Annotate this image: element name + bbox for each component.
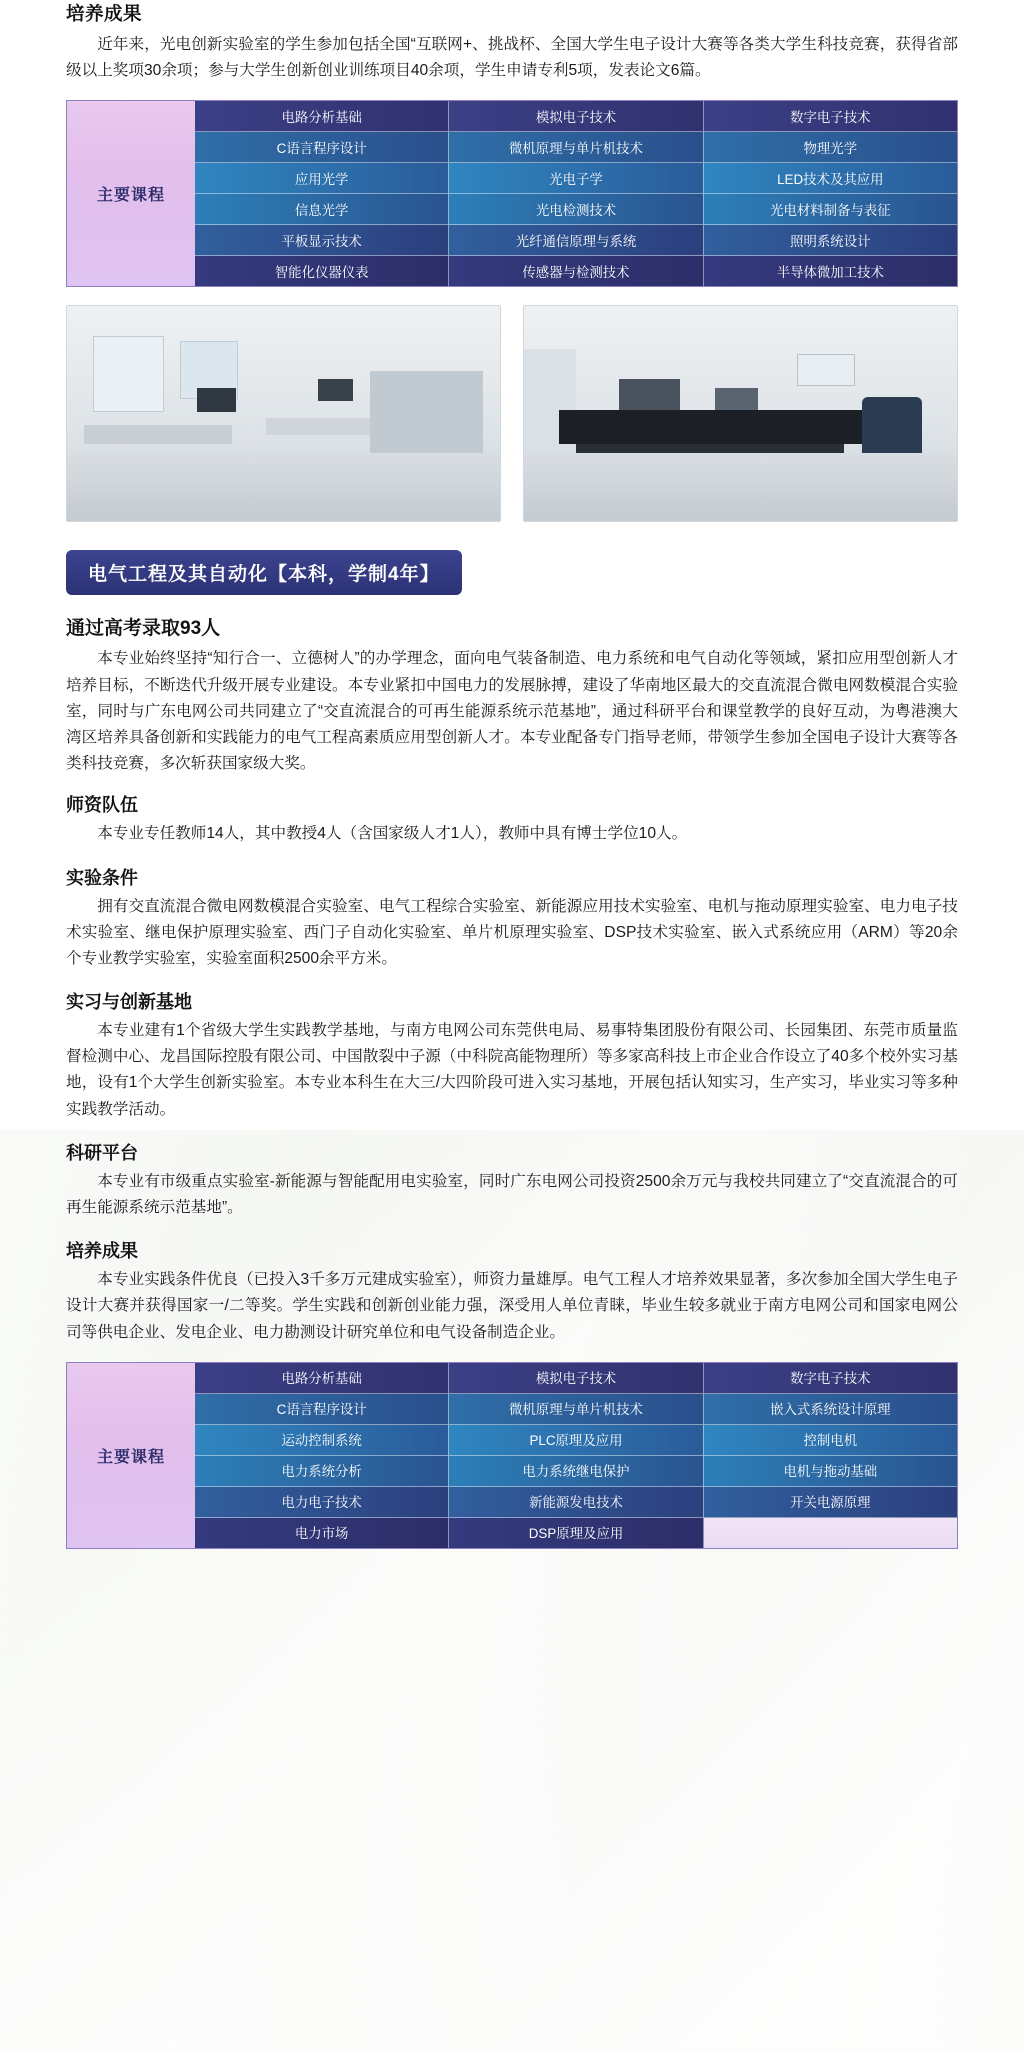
course-cell: 控制电机 [704,1425,957,1456]
course-cell: 照明系统设计 [704,225,957,256]
course-cell: 半导体微加工技术 [704,256,957,286]
course-cell: LED技术及其应用 [704,163,957,194]
table-row [195,132,957,163]
block-title: 师资队伍 [66,795,138,816]
block-title: 实验条件 [66,867,138,888]
course-cell: 信息光学 [195,194,449,225]
course-table-label: 主要课程 [67,101,195,286]
course-cell: 数字电子技术 [704,1363,957,1394]
course-table-grid [195,101,957,286]
table-row [195,1487,957,1518]
course-cell: C语言程序设计 [195,132,449,163]
section-title: 培养成果 [66,3,143,24]
major-block-research-platform [66,1139,958,1221]
course-cell: 模拟电子技术 [449,1363,703,1394]
course-cell: 光电材料制备与表征 [704,194,957,225]
course-cell: 电力系统分析 [195,1456,449,1487]
block-title: 培养成果 [66,1241,138,1262]
section-paragraph: 近年来，光电创新实验室的学生参加包括全国“互联网+、挑战杯、全国大学生电子设计大赛等各类大学生科技竞赛，获得省部级以上奖项30余项；参与大学生创新创业训练项目40余项，学生申请专利5项，发表论文6篇。 [66,36,958,80]
course-cell: 电力系统继电保护 [449,1456,703,1487]
course-table-optoelectronics [66,100,958,287]
course-cell: 电力电子技术 [195,1487,449,1518]
major-block-lab-conditions [66,864,958,973]
course-table-electrical [66,1362,958,1549]
course-cell: PLC原理及应用 [449,1425,703,1456]
block-text: 本专业有市级重点实验室-新能源与智能配用电实验室，同时广东电网公司投资2500余万元与我校共同建立了“交直流混合的可再生能源系统示范基地”。 [66,1172,958,1216]
block-title: 实习与创新基地 [66,992,192,1013]
table-row [195,1518,957,1548]
enrollment-heading: 通过高考录取93人 [66,618,221,640]
course-cell: 运动控制系统 [195,1425,449,1456]
lab-photo-1 [66,305,501,522]
block-text: 本专业建有1个省级大学生实践教学基地，与南方电网公司东莞供电局、易事特集团股份有限公司、长园集团、东莞市质量监督检测中心、龙昌国际控股有限公司、中国散裂中子源（中科院高能物理所）等多家高科技上市企业合作设立了40多个校外实习基地，设有1个大学生创新实验室。本专业本科生在大三/大四阶段可进入实习基地，开展包括认知实习，生产实习，毕业实习等多种实践教学活动。 [66,1022,958,1118]
table-row [195,1456,957,1487]
table-row [195,101,957,132]
course-cell: 嵌入式系统设计原理 [704,1394,957,1425]
block-text: 本专业实践条件优良（已投入3千多万元建成实验室），师资力量雄厚。电气工程人才培养效果显著，多次参加全国大学生电子设计大赛并获得国家一/二等奖。学生实践和创新创业能力强，深受用人单位青睐，毕业生较多就业于南方电网公司和国家电网公司等供电企业、发电企业、电力勘测设计研究单位和电气设备制造企业。 [66,1271,958,1341]
table-row [195,163,957,194]
major-block-faculty [66,791,958,847]
course-cell: 电力市场 [195,1518,449,1548]
course-cell: 光电检测技术 [449,194,703,225]
block-text: 本专业专任教师14人，其中教授4人（含国家级人才1人），教师中具有博士学位10人。 [97,825,688,843]
table-row [195,225,957,256]
table-row [195,1425,957,1456]
block-text: 拥有交直流混合微电网数模混合实验室、电气工程综合实验室、新能源应用技术实验室、电机与拖动原理实验室、电力电子技术实验室、继电保护原理实验室、西门子自动化实验室、单片机原理实验室、DSP技术实验室、嵌入式系统应用（ARM）等20余个专业教学实验室，实验室面积2500余平方米。 [66,897,958,967]
course-cell: 光纤通信原理与系统 [449,225,703,256]
course-cell: C语言程序设计 [195,1394,449,1425]
course-cell: 平板显示技术 [195,225,449,256]
course-cell: 光电子学 [449,163,703,194]
course-cell: 模拟电子技术 [449,101,703,132]
course-cell: 新能源发电技术 [449,1487,703,1518]
lab-photo-2 [523,305,958,522]
course-cell: 传感器与检测技术 [449,256,703,286]
course-cell: 微机原理与单片机技术 [449,1394,703,1425]
major-intro-paragraph: 本专业始终坚持“知行合一、立德树人”的办学理念，面向电气装备制造、电力系统和电气自动化等领域，紧扣应用型创新人才培养目标，不断迭代升级开展专业建设。本专业紧扣中国电力的发展脉搏，建设了华南地区最大的交直流混合微电网数模混合实验室，同时与广东电网公司共同建立了“交直流混合的可再生能源系统示范基地”，通过科研平台和课堂教学的良好互动，为粤港澳大湾区培养具备创新和实践能力的电气工程高素质应用型创新人才。本专业配备专门指导老师，带领学生参加全国电子设计大赛等各类科技竞赛，多次斩获国家级大奖。 [66,650,958,773]
course-cell: 智能化仪器仪表 [195,256,449,286]
course-cell: 电路分析基础 [195,101,449,132]
course-cell: 物理光学 [704,132,957,163]
table-row [195,1394,957,1425]
course-cell: 开关电源原理 [704,1487,957,1518]
section-cultivation-results [66,0,958,84]
block-title: 科研平台 [66,1142,138,1163]
course-cell: DSP原理及应用 [449,1518,703,1548]
course-table-label: 主要课程 [67,1363,195,1548]
major-block-internship-base [66,988,958,1123]
table-row [195,1363,957,1394]
course-cell: 微机原理与单片机技术 [449,132,703,163]
major-banner: 电气工程及其自动化【本科，学制4年】 [66,550,462,595]
course-cell-empty [704,1518,957,1548]
course-cell: 应用光学 [195,163,449,194]
table-row [195,256,957,286]
major-block-cultivation-results [66,1237,958,1346]
course-table-grid [195,1363,957,1548]
photo-gallery [66,305,958,522]
course-cell: 电路分析基础 [195,1363,449,1394]
table-row [195,194,957,225]
course-cell: 电机与拖动基础 [704,1456,957,1487]
course-cell: 数字电子技术 [704,101,957,132]
